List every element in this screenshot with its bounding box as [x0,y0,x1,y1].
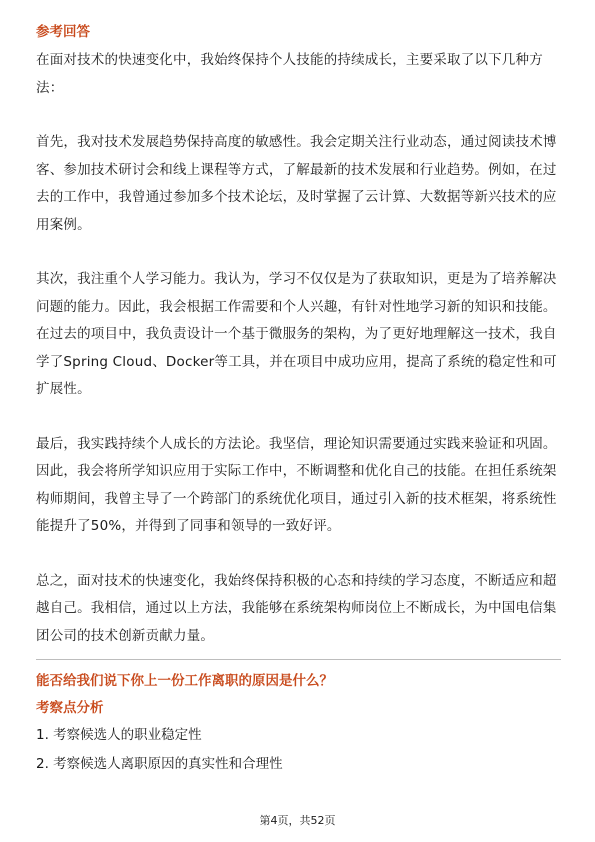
page-content [36,22,561,779]
answer-paragraph-summary: 总之，面对技术的快速变化，我始终保持积极的心态和持续的学习态度，不断适应和超越自己。我相信，通过以上方法，我能够在系统架构师岗位上不断成长，为中国电信集团公司的技术创新贡献力量。 [36,572,557,644]
answer-paragraph-second: 其次，我注重个人学习能力。我认为，学习不仅仅是为了获取知识，更是为了培养解决问题的能力。因此，我会根据工作需要和个人兴趣，有针对性地学习新的知识和技能。在过去的项目中，我负责设计一个基于微服务的架构，为了更好地理解这一技术，我自学了Spring Cloud、Docker等工具，并在项目中成功应用，提高了系统的稳定性和可扩展性。 [36,271,557,397]
analysis-heading: 考察点分析 [36,700,104,716]
answer-paragraph-first: 首先，我对技术发展趋势保持高度的敏感性。我会定期关注行业动态，通过阅读技术博客、参加技术研讨会和线上课程等方式，了解最新的技术发展和行业趋势。例如，在过去的工作中，我曾通过参加多个技术论坛，及时掌握了云计算、大数据等新兴技术的应用案例。 [36,134,557,233]
answer-paragraph-intro: 在面对技术的快速变化中，我始终保持个人技能的持续成长，主要采取了以下几种方法： [36,52,543,96]
answer-heading: 参考回答 [36,24,90,40]
answer-paragraph-last: 最后，我实践持续个人成长的方法论。我坚信，理论知识需要通过实践来验证和巩固。因此，我会将所学知识应用于实际工作中，不断调整和优化自己的技能。在担任系统架构师期间，我曾主导了一个跨部门的系统优化项目，通过引入新的技术框架，将系统性能提升了50%，并得到了同事和领导的一致好评。 [36,435,557,534]
analysis-item-2: 2. 考察候选人离职原因的真实性和合理性 [36,756,283,772]
page-number-footer: 第4页，共52页 [259,814,336,827]
analysis-item-1: 1. 考察候选人的职业稳定性 [36,727,202,743]
section-divider [36,659,561,660]
next-question: 能否给我们说下你上一份工作离职的原因是什么？ [36,673,333,689]
